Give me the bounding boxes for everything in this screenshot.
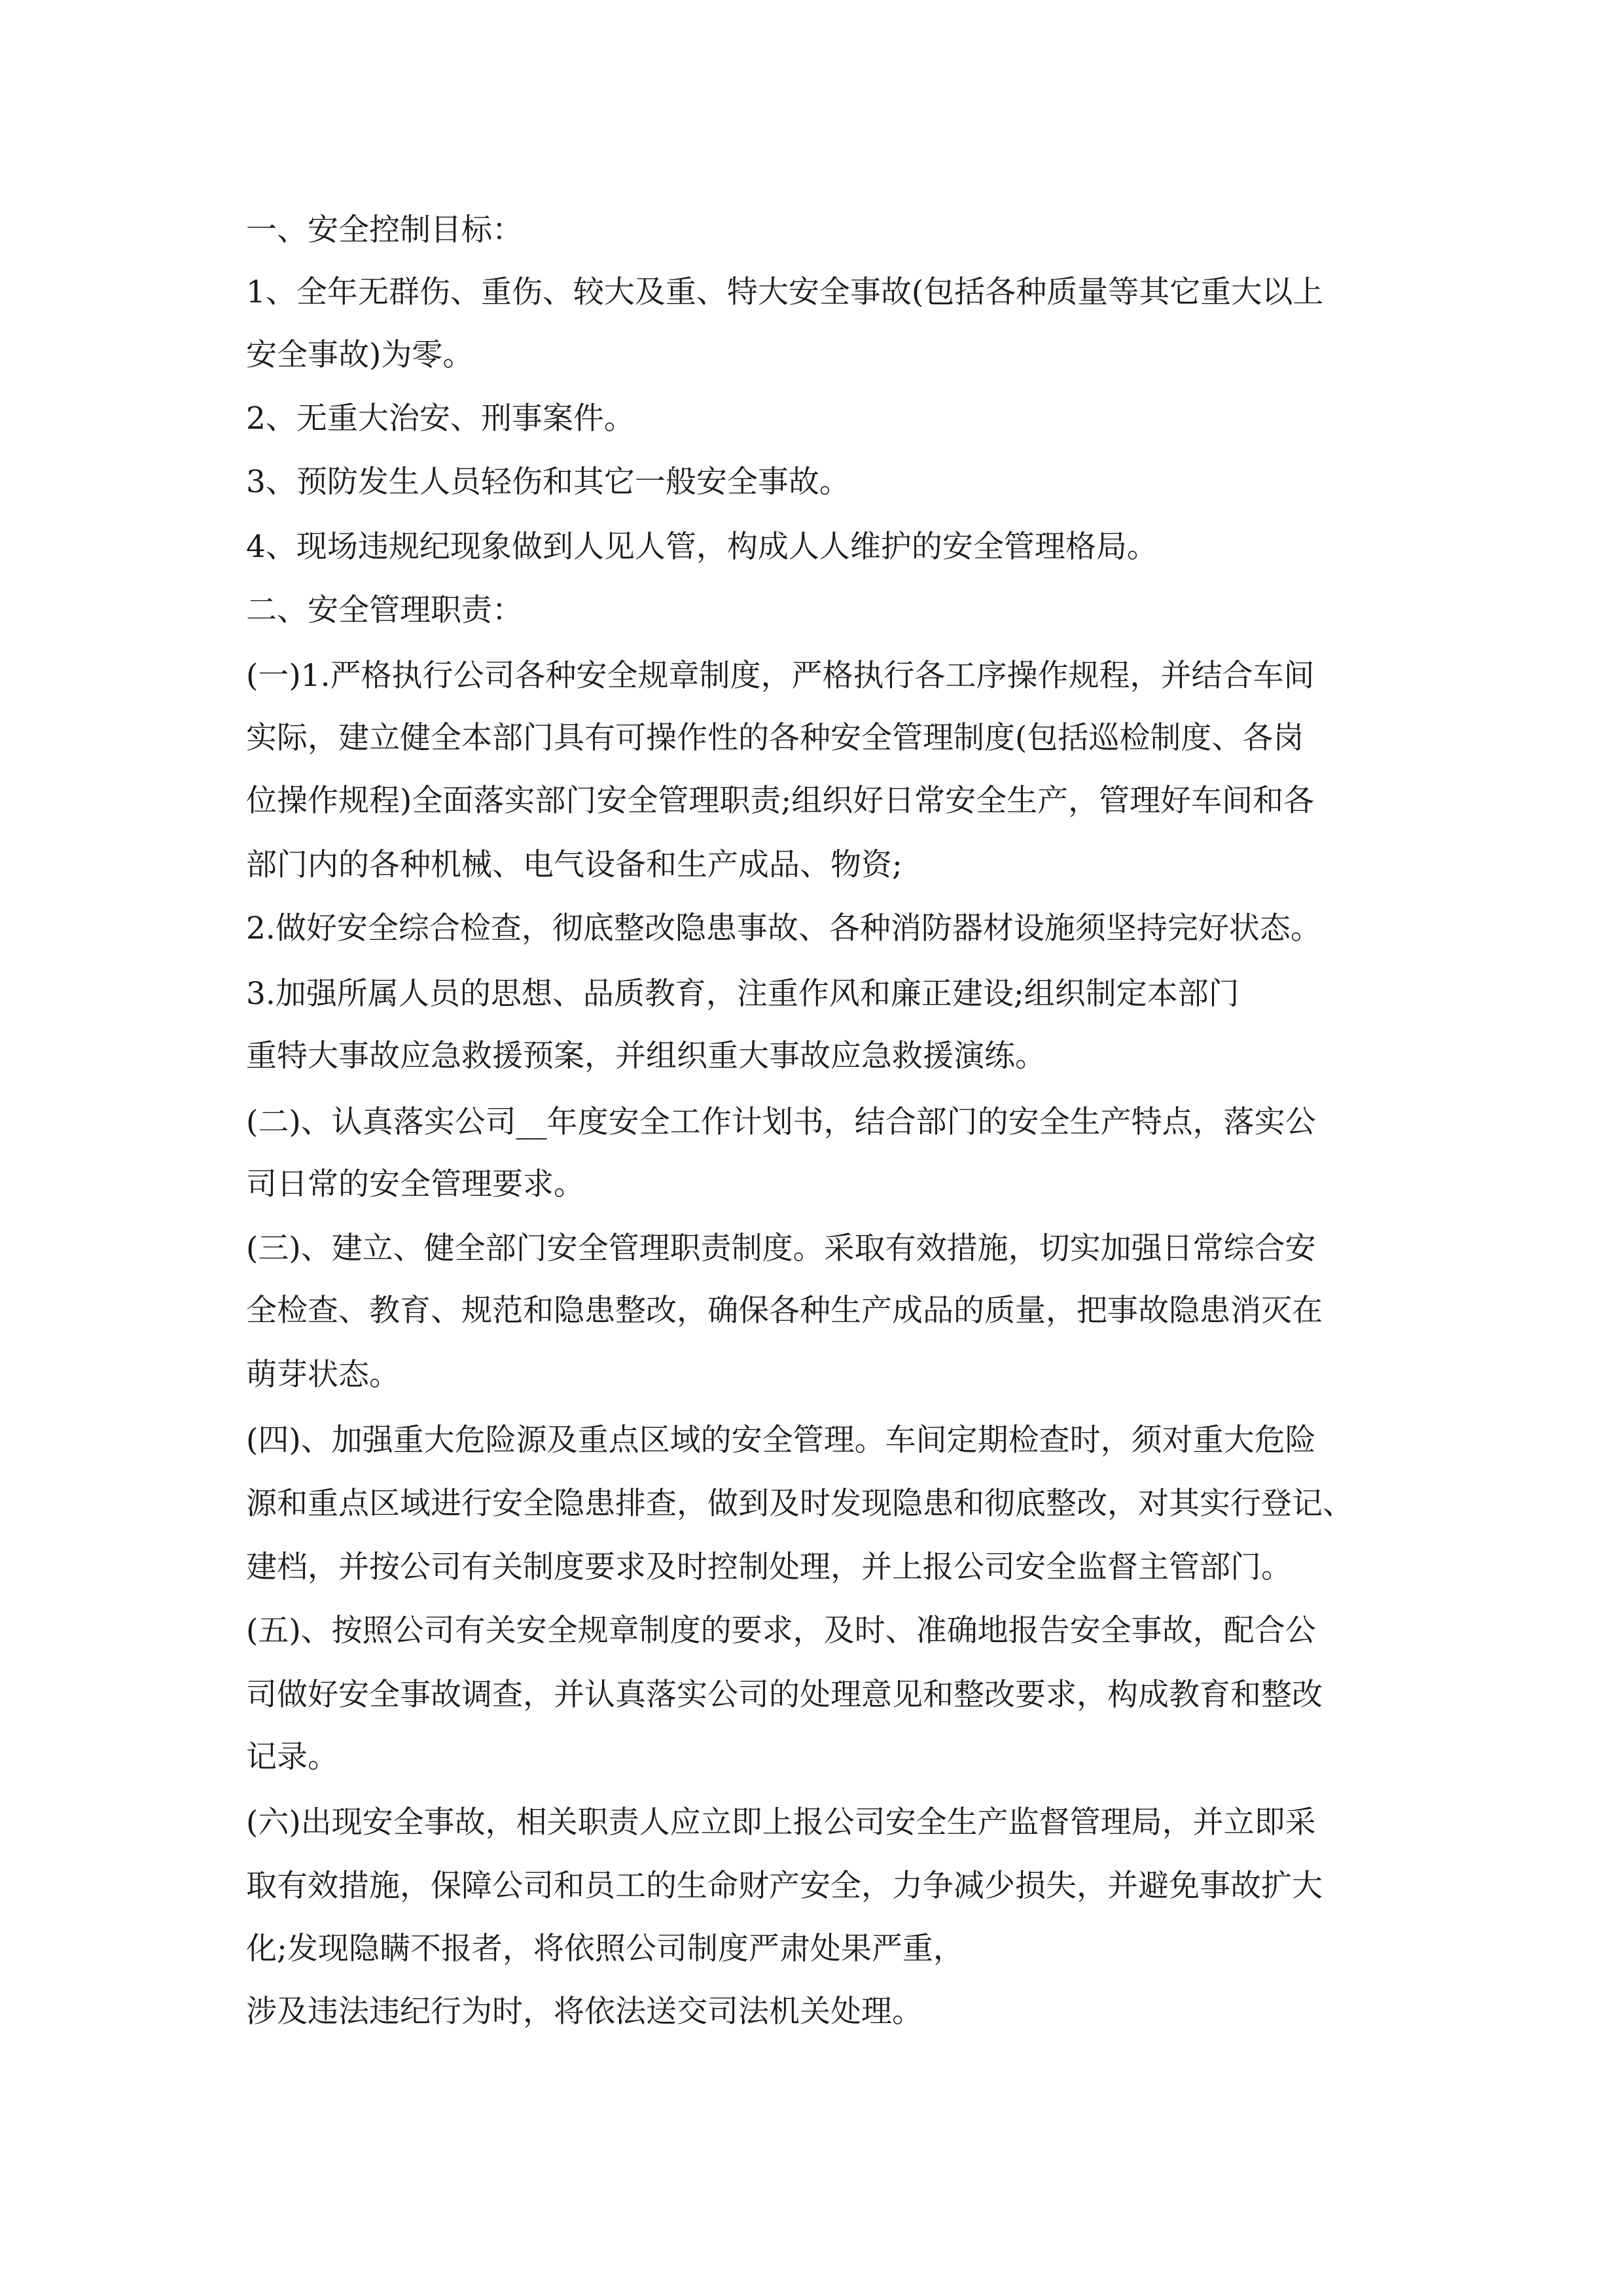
- text-line: 2、无重大治安、刑事案件。: [246, 401, 635, 437]
- text-line: 全检查、教育、规范和隐患整改，确保各种生产成品的质量，把事故隐患消灭在: [246, 1293, 1323, 1329]
- text-line: 安全事故)为零。: [246, 337, 474, 373]
- heading-safety-goals: 一、安全控制目标：: [246, 212, 523, 248]
- text-line: 萌芽状态。: [246, 1357, 400, 1393]
- text-line: 3.加强所属人员的思想、品质教育，注重作风和廉正建设;组织制定本部门: [246, 976, 1240, 1012]
- text-line: 部门内的各种机械、电气设备和生产成品、物资;: [246, 847, 902, 883]
- text-line: 司做好安全事故调查，并认真落实公司的处理意见和整改要求，构成教育和整改: [246, 1677, 1323, 1713]
- text-line: 4、现场违规纪现象做到人见人管，构成人人维护的安全管理格局。: [246, 529, 1158, 565]
- text-line: (一)1.严格执行公司各种安全规章制度，严格执行各工序操作规程，并结合车间: [246, 658, 1315, 694]
- text-line: 记录。: [246, 1739, 338, 1775]
- text-line: (四)、加强重大危险源及重点区域的安全管理。车间定期检查时，须对重大危险: [246, 1422, 1316, 1458]
- text-line: (三)、建立、健全部门安全管理职责制度。采取有效措施，切实加强日常综合安: [246, 1230, 1316, 1266]
- text-line: 位操作规程)全面落实部门安全管理职责;组织好日常安全生产，管理好车间和各: [246, 783, 1315, 819]
- text-line: (二)、认真落实公司__年度安全工作计划书，结合部门的安全生产特点，落实公: [246, 1104, 1316, 1140]
- text-line: 建档，并按公司有关制度要求及时控制处理，并上报公司安全监督主管部门。: [246, 1549, 1292, 1585]
- text-line: 源和重点区域进行安全隐患排查，做到及时发现隐患和彻底整改，对其实行登记、: [246, 1486, 1353, 1522]
- text-line: 化;发现隐瞒不报者，将依照公司制度严肃处果严重，: [246, 1931, 964, 1967]
- text-line: 取有效措施，保障公司和员工的生命财产安全，力争减少损失，并避免事故扩大: [246, 1868, 1323, 1904]
- text-line: 3、预防发生人员轻伤和其它一般安全事故。: [246, 464, 850, 500]
- text-line: (五)、按照公司有关安全规章制度的要求，及时、准确地报告安全事故，配合公: [246, 1613, 1316, 1649]
- text-line: 涉及违法违纪行为时，将依法送交司法机关处理。: [246, 1994, 923, 2030]
- text-line: 2.做好安全综合检查，彻底整改隐患事故、各种消防器材设施须坚持完好状态。: [246, 910, 1321, 946]
- text-line: (六)出现安全事故，相关职责人应立即上报公司安全生产监督管理局，并立即采: [246, 1804, 1316, 1840]
- heading-safety-duties: 二、安全管理职责：: [246, 592, 523, 628]
- text-line: 重特大事故应急救援预案，并组织重大事故应急救援演练。: [246, 1038, 1046, 1074]
- text-line: 司日常的安全管理要求。: [246, 1166, 584, 1202]
- text-line: 实际，建立健全本部门具有可操作性的各种安全管理制度(包括巡检制度、各岗: [246, 720, 1304, 756]
- text-line: 1、全年无群伤、重伤、较大及重、特大安全事故(包括各种质量等其它重大以上: [246, 274, 1324, 310]
